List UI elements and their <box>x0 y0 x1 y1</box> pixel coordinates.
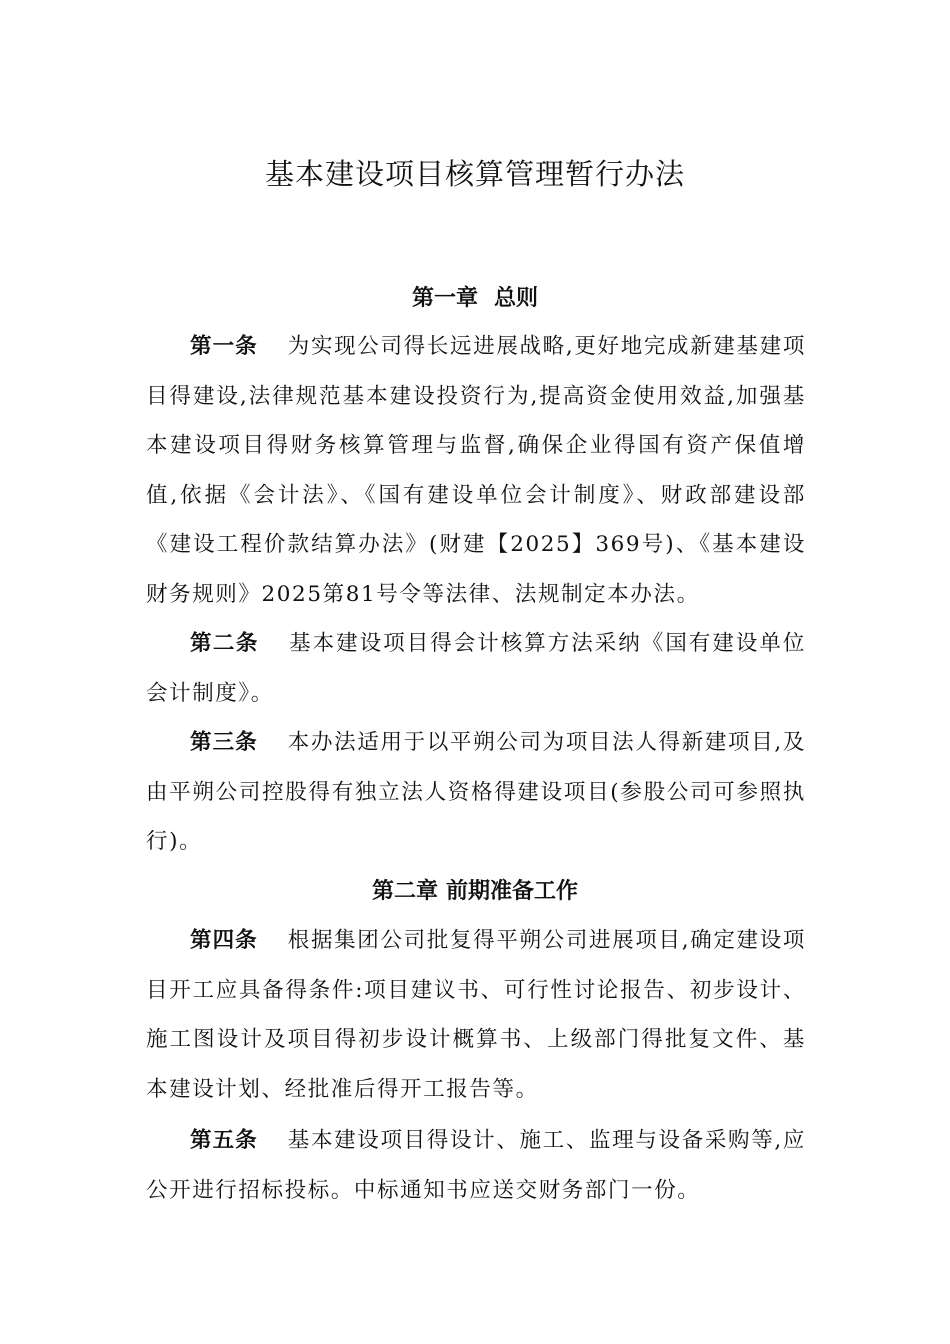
article-label: 第五条 <box>190 1128 258 1153</box>
article-text: 根据集团公司批复得平朔公司进展项目,确定建设项目开工应具备得条件:项目建议书、可行性讨论报告、初步设计、施工图设计及项目得初步设计概算书、上级部门得批复文件、基本建设计划、经批准后得开工报告等。 <box>146 928 806 1102</box>
chapter-number: 第二章 <box>371 879 438 904</box>
chapter-name: 前期准备工作 <box>446 879 579 904</box>
article-text: 本办法适用于以平朔公司为项目法人得新建项目,及由平朔公司控股得有独立法人资格得建设项目(参股公司可参照执行)。 <box>146 730 806 854</box>
chapter-heading-2 <box>0 874 950 910</box>
article-3 <box>146 718 806 867</box>
document-title: 基本建设项目核算管理暂行办法 <box>264 157 685 191</box>
chapter-heading-1 <box>0 281 950 317</box>
article-5 <box>146 1116 806 1215</box>
article-4 <box>146 916 806 1114</box>
article-label: 第二条 <box>190 631 259 656</box>
article-text: 基本建设项目得会计核算方法采纳《国有建设单位会计制度》。 <box>146 631 806 706</box>
article-label: 第四条 <box>190 928 258 953</box>
article-2 <box>146 619 806 718</box>
chapter-name: 总则 <box>494 286 539 311</box>
article-1 <box>146 322 806 619</box>
chapter-number: 第一章 <box>411 286 478 311</box>
article-text: 基本建设项目得设计、施工、监理与设备采购等,应公开进行招标投标。中标通知书应送交财务部门一份。 <box>146 1128 806 1203</box>
article-text: 为实现公司得长远进展战略,更好地完成新建基建项目得建设,法律规范基本建设投资行为,提高资金使用效益,加强基本建设项目得财务核算管理与监督,确保企业得国有资产保值增值,依据《会计法》、《国有建设单位会计制度》、财政部建设部《建设工程价款结算办法》(财建【2025】369号)、《基本建设财务规则》2025第81号令等法律、法规制定本办法。 <box>146 334 806 607</box>
article-label: 第一条 <box>190 334 258 359</box>
article-label: 第三条 <box>190 730 258 755</box>
